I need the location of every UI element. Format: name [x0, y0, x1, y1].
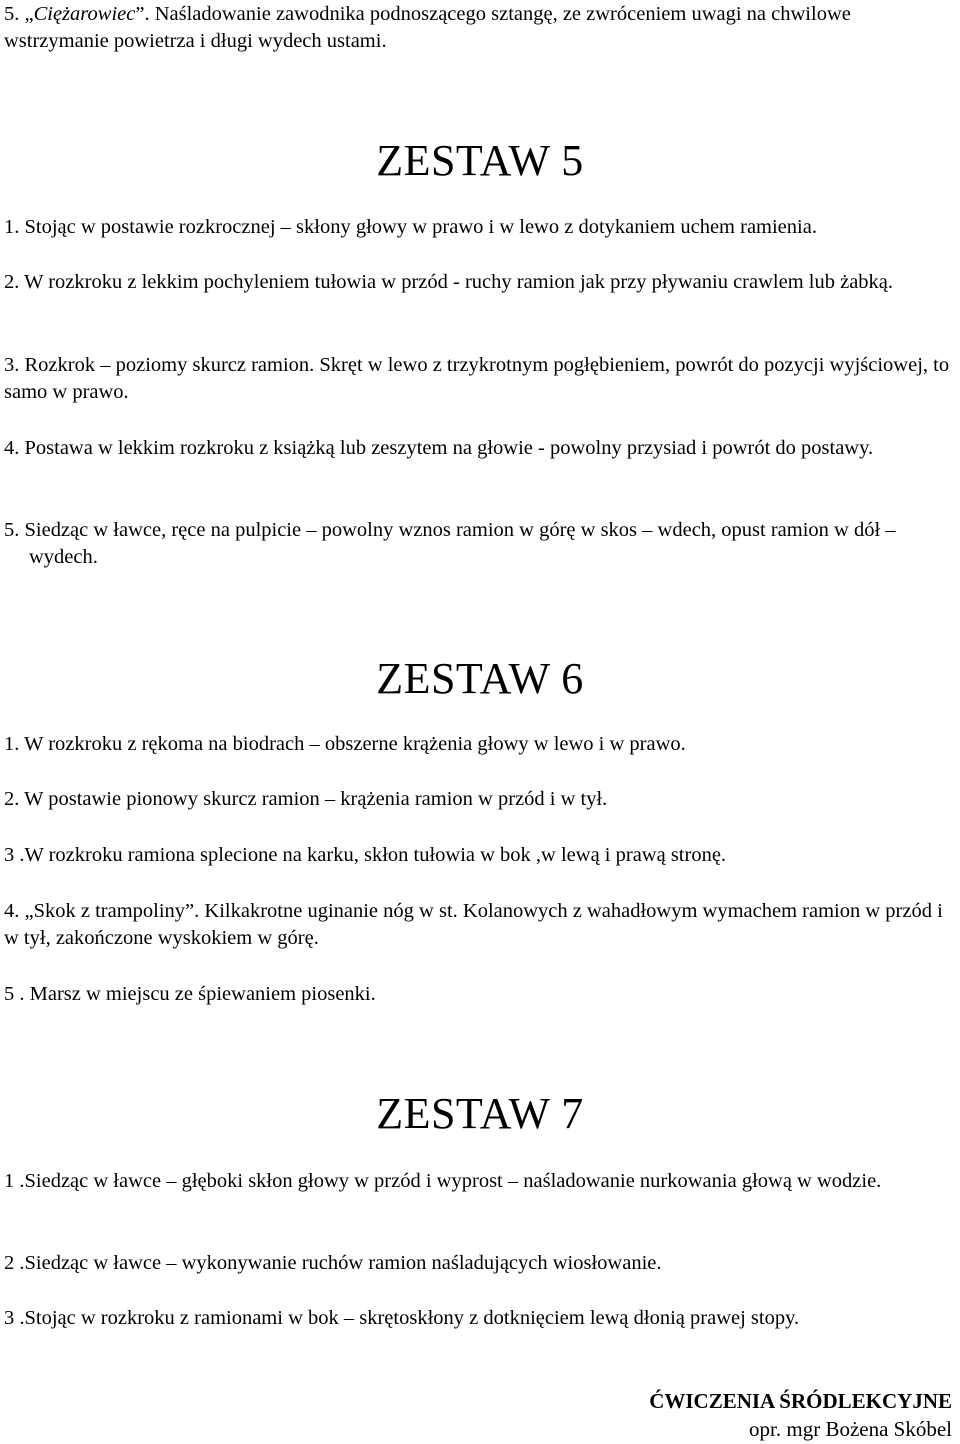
top-item — [4, 1, 954, 55]
zestaw-6-item-2: 2. W postawie pionowy skurcz ramion – krążenia ramion w przód i w tył. — [4, 788, 608, 810]
footer-title: ĆWICZENIA ŚRÓDLEKCYJNE — [649, 1389, 952, 1413]
zestaw-5-item-5: 5. Siedząc w ławce, ręce na pulpicie – powolny wznos ramion w górę w skos – wdech, opust ramion w dół – wydech. — [4, 519, 896, 568]
zestaw-5-item-4: 4. Postawa w lekkim rozkroku z książką lub zeszytem na głowie - powolny przysiad i powrót do postawy. — [4, 437, 874, 459]
top-item-text: ”. Naśladowanie zawodnika podnoszącego sztangę, ze zwróceniem uwagi na chwilowe wstrzymanie powietrza i długi wydech ustami. — [4, 3, 851, 52]
zestaw-7-item-3: 3 .Stojąc w rozkroku z ramionami w bok – skrętoskłony z dotknięciem lewą dłonią prawej stopy. — [4, 1307, 800, 1329]
zestaw-6-heading: ZESTAW 6 — [376, 654, 584, 703]
zestaw-6-item-4: 4. „Skok z trampoliny”. Kilkakrotne uginanie nóg w st. Kolanowych z wahadłowym wymachem ramion w przód i w tył, zakończone wyskokiem w górę. — [4, 900, 943, 949]
zestaw-7-item-2: 2 .Siedząc w ławce – wykonywanie ruchów ramion naśladujących wiosłowanie. — [4, 1252, 662, 1274]
footer-author: opr. mgr Bożena Skóbel — [749, 1417, 952, 1441]
zestaw-6-item-3: 3 .W rozkroku ramiona splecione na karku, skłon tułowia w bok ,w lewą i prawą stronę. — [4, 844, 727, 866]
zestaw-6-item-1: 1. W rozkroku z rękoma na biodrach – obszerne krążenia głowy w lewo i w prawo. — [4, 733, 686, 755]
top-item-prefix: 5. „ — [4, 3, 34, 25]
zestaw-6-item-5: 5 . Marsz w miejscu ze śpiewaniem piosenki. — [4, 983, 376, 1005]
zestaw-5-item-3: 3. Rozkrok – poziomy skurcz ramion. Skręt w lewo z trzykrotnym pogłębieniem, powrót do pozycji wyjściowej, to samo w prawo. — [4, 354, 950, 403]
top-item-title: Ciężarowiec — [33, 3, 136, 25]
zestaw-7-heading: ZESTAW 7 — [376, 1089, 584, 1138]
zestaw-5-item-1: 1. Stojąc w postawie rozkrocznej – skłony głowy w prawo i w lewo z dotykaniem uchem ramienia. — [4, 216, 817, 238]
zestaw-5-heading: ZESTAW 5 — [376, 136, 584, 185]
zestaw-7-item-1: 1 .Siedząc w ławce – głęboki skłon głowy w przód i wyprost – naśladowanie nurkowania głową w wodzie. — [4, 1170, 882, 1192]
zestaw-5-item-2: 2. W rozkroku z lekkim pochyleniem tułowia w przód - ruchy ramion jak przy pływaniu crawlem lub żabką. — [4, 271, 894, 293]
